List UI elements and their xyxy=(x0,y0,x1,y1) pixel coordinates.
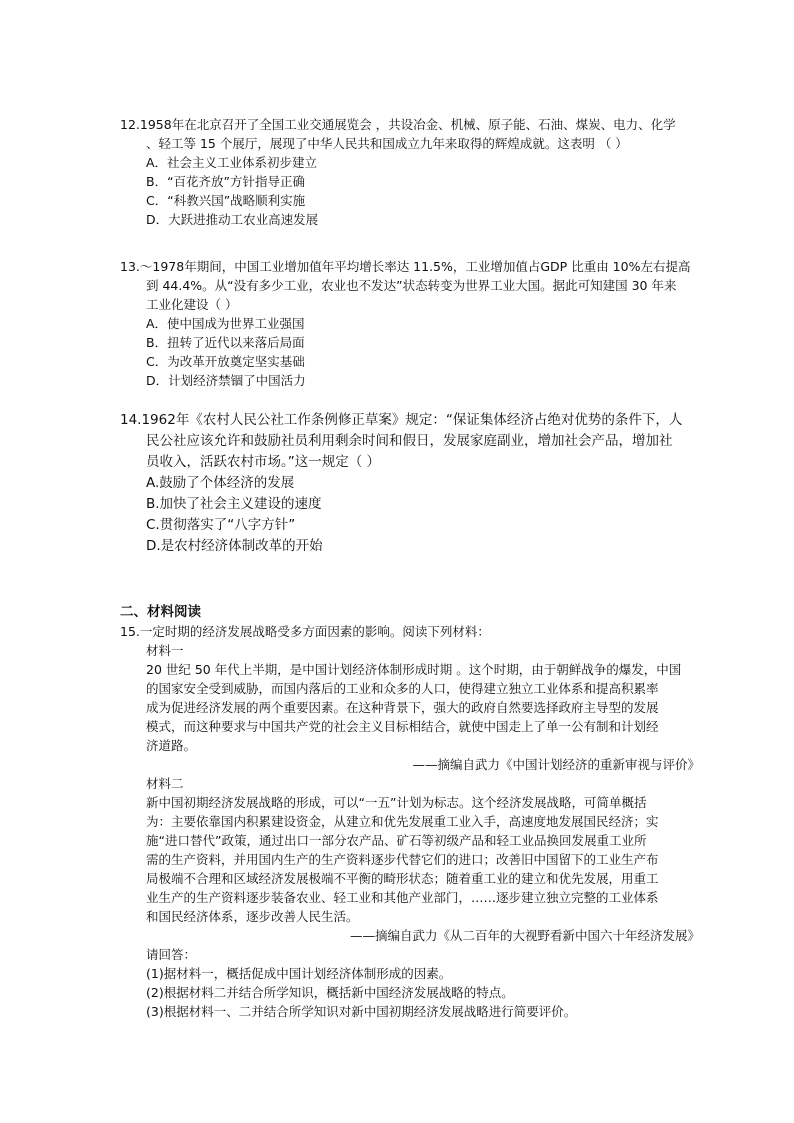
question-15-intro: 15.一定时期的经济发展战略受多方面因素的影响。阅读下列材料： xyxy=(120,624,490,639)
material-2-line-4: 需的生产资料，并用国内生产的生产资料逐步代替它们的进口；改善旧中国留下的工业生产布 xyxy=(146,852,659,867)
question-15-sub-2: (2)根据材料二并结合所学知识，概括新中国经济发展战略的特点。 xyxy=(146,985,514,1000)
material-1-line-4: 模式，而这种要求与中国共产党的社会主义目标相结合，就使中国走上了单一公有制和计划经 xyxy=(146,719,659,734)
question-13-option-c: C．为改革开放奠定坚实基础 xyxy=(146,354,305,369)
section-material-reading xyxy=(120,603,700,1021)
material-1-line-3: 成为促进经济发展的两个重要因素。在这种背景下，强大的政府自然要选择政府主导型的发展 xyxy=(146,700,659,715)
material-2-source: ——摘编自武力《从二百年的大视野看新中国六十年经济发展》 xyxy=(349,928,700,943)
material-2-title: 材料二 xyxy=(146,776,184,791)
material-2-line-3: 施“进口替代”政策，通过出口一部分农产品、矿石等初级产品和轻工业品换回发展重工业所 xyxy=(146,833,647,848)
material-1-line-5: 济道路。 xyxy=(146,738,197,753)
material-1-line-2: 的国家安全受到威胁，而国内落后的工业和众多的人口，使得建立独立工业体系和提高积累率 xyxy=(146,681,659,696)
material-2-line-1: 新中国初期经济发展战略的形成，可以“一五”计划为标志。这个经济发展战略，可简单概括 xyxy=(146,795,647,810)
question-12-stem-line-2: 、轻工等 15 个展厅，展现了中华人民共和国成立九年来取得的辉煌成就。这表明 （ ） xyxy=(146,136,628,151)
question-12-option-d: D．大跃进推动工农业高速发展 xyxy=(146,212,319,227)
question-15-sub-3: (3)根据材料一、二并结合所学知识对新中国初期经济发展战略进行简要评价。 xyxy=(146,1004,577,1019)
question-14-stem-line-3: 员收入，活跃农村市场。”这一规定（ ） xyxy=(146,454,381,470)
question-12-option-b: B．“百花齐放”方针指导正确 xyxy=(146,174,306,189)
question-12 xyxy=(120,115,700,229)
question-13-option-a: A．使中国成为世界工业强国 xyxy=(146,316,305,331)
question-14-stem-line-2: 民公社应该允许和鼓励社员利用剩余时间和假日，发展家庭副业，增加社会产品，增加社 xyxy=(146,433,673,449)
material-2-line-6: 业生产的生产资料逐步装备农业、轻工业和其他产业部门，……逐步建立独立完整的工业体系 xyxy=(146,890,659,905)
question-13-stem-line-2: 到 44.4%。从“没有多少工业，农业也不发达”状态转变为世界工业大国。据此可知建国 30 年来 xyxy=(146,278,677,293)
question-13-stem-line-1: 13.～1978年期间，中国工业增加值年平均增长率达 11.5%，工业增加值占GDP 比重由 10%左右提高 xyxy=(120,259,691,274)
question-13-stem-line-3: 工业化建设（ ） xyxy=(146,297,238,312)
material-2-line-7: 和国民经济体系，逐步改善人民生活。 xyxy=(146,909,359,924)
question-14-option-a: A.鼓励了个体经济的发展 xyxy=(146,475,295,491)
question-14-option-b: B.加快了社会主义建设的速度 xyxy=(146,496,322,512)
material-1-line-1: 20 世纪 50 年代上半期，是中国计划经济体制形成时期 。这个时期，由于朝鲜战争的爆发，中国 xyxy=(146,662,682,677)
question-15-sub-1: (1)据材料一，概括促成中国计划经济体制形成的因素。 xyxy=(146,966,452,981)
material-2-line-5: 局极端不合理和区域经济发展极端不平衡的畸形状态；随着重工业的建立和优先发展，用重工 xyxy=(146,871,659,886)
material-1-title: 材料一 xyxy=(146,643,184,658)
material-2-line-2: 为：主要依靠国内积累建设资金，从建立和优先发展重工业入手，高速度地发展国民经济；实 xyxy=(146,814,659,829)
question-14-option-c: C.贯彻落实了“八字方针” xyxy=(146,517,296,533)
question-13 xyxy=(120,257,700,390)
material-1-source: ——摘编自武力《中国计划经济的重新审视与评价》 xyxy=(412,757,700,772)
section-heading: 二、材料阅读 xyxy=(120,604,201,620)
question-12-option-c: C．“科教兴国”战略顺利实施 xyxy=(146,193,306,208)
question-14-option-d: D.是农村经济体制改革的开始 xyxy=(146,538,323,554)
question-14-stem-line-1: 14.1962年《农村人民公社工作条例修正草案》规定：“保证集体经济占绝对优势的条件下，人 xyxy=(120,412,683,428)
question-12-option-a: A．社会主义工业体系初步建立 xyxy=(146,155,318,170)
question-14 xyxy=(120,410,700,557)
question-15-ask: 请回答： xyxy=(146,947,197,962)
question-13-option-b: B．扭转了近代以来落后局面 xyxy=(146,335,305,350)
question-12-stem-line-1: 12.1958年在北京召开了全国工业交通展览会 ，共设冶金、机械、原子能、石油、煤炭、电力、化学 xyxy=(120,117,676,132)
question-13-option-d: D．计划经济禁锢了中国活力 xyxy=(146,373,306,388)
